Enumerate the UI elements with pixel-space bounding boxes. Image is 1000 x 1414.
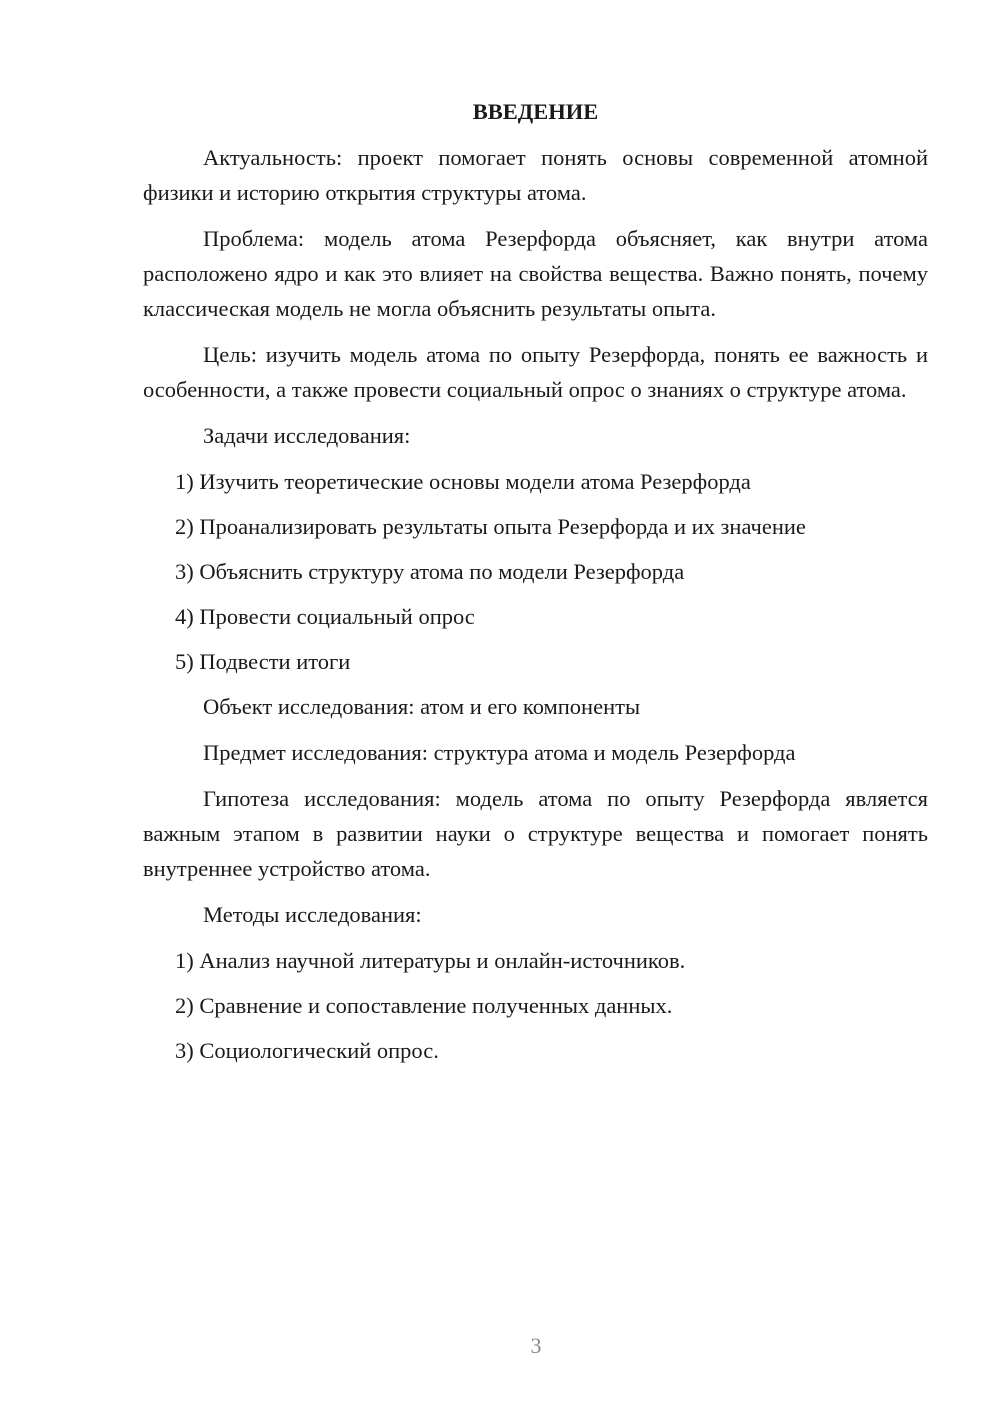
list-item: 1) Анализ научной литературы и онлайн-источников.	[175, 948, 686, 973]
list-item: 2) Сравнение и сопоставление полученных данных.	[175, 993, 673, 1018]
list-item: 2) Проанализировать результаты опыта Резерфорда и их значение	[175, 514, 806, 539]
methods-list	[143, 943, 928, 1068]
page-content	[143, 94, 928, 1078]
problem-paragraph: Проблема: модель атома Резерфорда объясняет, как внутри атома расположено ядро и как это влияет на свойства вещества. Важно понять, почему классическая модель не могла объяснить результаты опыта.	[143, 226, 928, 321]
relevance-paragraph: Актуальность: проект помогает понять основы современной атомной физики и историю открытия структуры атома.	[143, 145, 928, 205]
object-paragraph: Объект исследования: атом и его компоненты	[203, 694, 641, 719]
goal-paragraph: Цель: изучить модель атома по опыту Резерфорда, понять ее важность и особенности, а также провести социальный опрос о знаниях о структуре атома.	[143, 342, 928, 402]
methods-heading: Методы исследования:	[203, 902, 422, 927]
subject-paragraph: Предмет исследования: структура атома и модель Резерфорда	[203, 740, 796, 765]
list-item: 3) Социологический опрос.	[175, 1038, 439, 1063]
list-item: 1) Изучить теоретические основы модели атома Резерфорда	[175, 469, 751, 494]
list-item: 4) Провести социальный опрос	[175, 604, 475, 629]
section-title: ВВЕДЕНИЕ	[472, 99, 599, 124]
list-item: 5) Подвести итоги	[175, 649, 351, 674]
hypothesis-paragraph: Гипотеза исследования: модель атома по опыту Резерфорда является важным этапом в развитии науки о структуре вещества и помогает понять внутреннее устройство атома.	[143, 786, 928, 881]
list-item: 3) Объяснить структуру атома по модели Резерфорда	[175, 559, 685, 584]
page-number: 3	[530, 1333, 542, 1358]
tasks-list	[143, 464, 928, 679]
tasks-heading: Задачи исследования:	[203, 423, 411, 448]
